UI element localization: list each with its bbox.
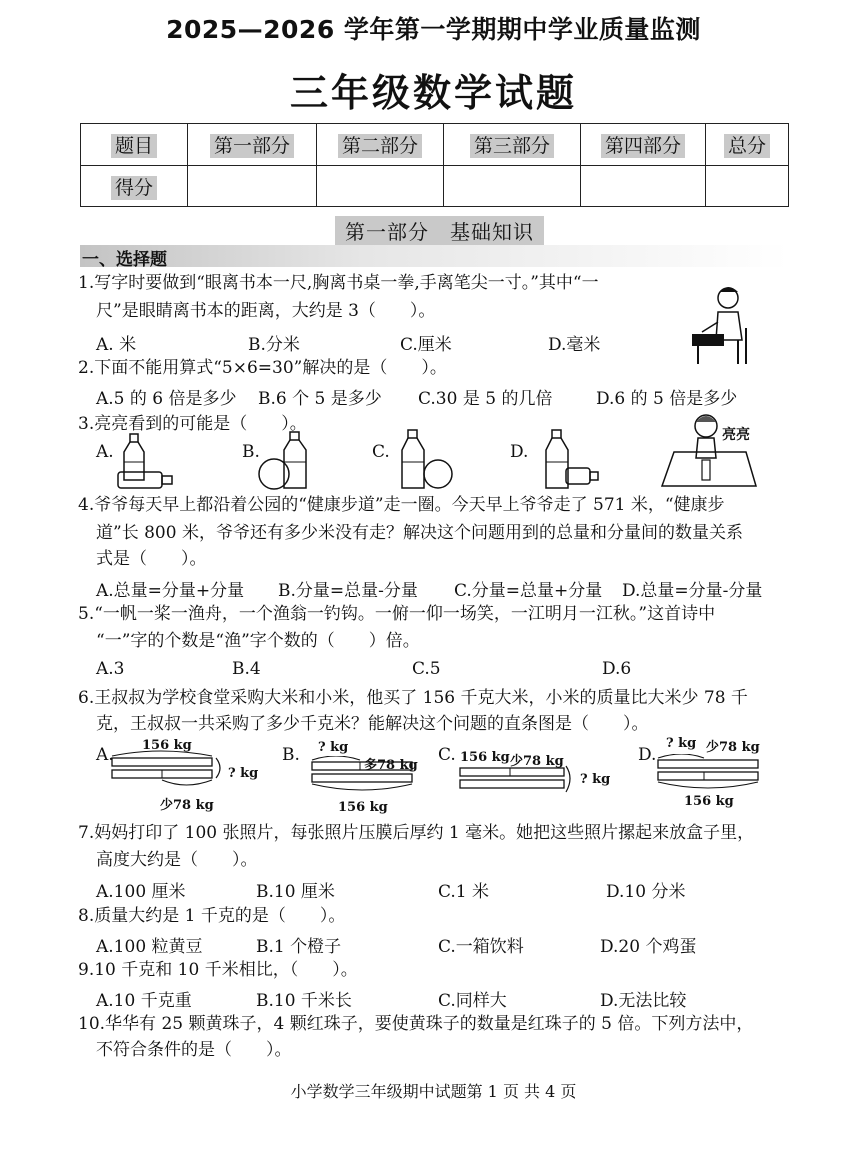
score-table-header-cell: 题目 (81, 124, 188, 166)
score-input-cell[interactable] (188, 166, 317, 207)
question-7-line-1: 7.妈妈打印了 100 张照片，每张照片压膜后厚约 1 毫米。她把这些照片摞起来放盒子里， (78, 823, 755, 843)
question-2-line-1: 2.下面不能用算式“5×6=30”解决的是（ ）。 (78, 358, 447, 378)
q3-option-b[interactable]: B. (242, 442, 260, 462)
page-footer: 小学数学三年级期中试题第 1 页 共 4 页 (290, 1082, 577, 1101)
q6b-label-156: 156 kg (338, 800, 388, 815)
liangliang-label: 亮亮 (722, 427, 750, 443)
q3-figure-c (398, 428, 456, 492)
question-7-line-2: 高度大约是（ ）。 (96, 850, 258, 870)
question-6-line-1: 6.王叔叔为学校食堂采购大米和小米，他买了 156 千克大米，小米的质量比大米少 78 千 (78, 688, 748, 708)
q6-option-c[interactable]: C. (438, 745, 456, 765)
score-input-cell[interactable] (317, 166, 444, 207)
q2-option-b[interactable]: B.6 个 5 是多少 (258, 389, 382, 409)
subsection-title: 一、选择题 (82, 250, 167, 270)
question-4-line-1: 4.爷爷每天早上都沿着公园的“健康步道”走一圈。今天早上爷爷走了 571 米，“健康步 (78, 495, 725, 515)
writing-child-illustration (688, 278, 758, 368)
q6c-label-q: ? kg (580, 772, 611, 787)
q6a-label-q: ? kg (228, 766, 259, 781)
q8-option-d[interactable]: D.20 个鸡蛋 (600, 937, 697, 957)
q7-option-a[interactable]: A.100 厘米 (96, 882, 186, 902)
q9-option-d[interactable]: D.无法比较 (600, 991, 687, 1011)
part-one-heading: 第一部分 基础知识 (335, 216, 544, 245)
q6-option-a[interactable]: A. (96, 745, 114, 765)
q6-option-d[interactable]: D. (638, 745, 657, 765)
q8-option-b[interactable]: B.1 个橙子 (256, 937, 342, 957)
q6a-label-less78: 少78 kg (160, 798, 214, 813)
q5-option-d[interactable]: D.6 (602, 659, 632, 679)
q8-option-c[interactable]: C.一箱饮料 (438, 937, 524, 957)
exam-header-title: 2025—2026 学年第一学期期中学业质量监测 (166, 15, 701, 44)
q5-option-c[interactable]: C.5 (412, 659, 441, 679)
q9-option-a[interactable]: A.10 千克重 (96, 991, 192, 1011)
q6a-label-156: 156 kg (142, 738, 192, 753)
score-table-header-cell: 第四部分 (581, 124, 706, 166)
subsection-bar (80, 245, 789, 270)
question-4-line-3: 式是（ ）。 (96, 549, 207, 569)
question-9-line-1: 9.10 千克和 10 千米相比，（ ）。 (78, 960, 358, 980)
q2-option-d[interactable]: D.6 的 5 倍是多少 (596, 389, 738, 409)
q3-figure-a (114, 432, 178, 492)
score-table (80, 123, 789, 207)
q6d-label-156: 156 kg (684, 794, 734, 809)
q6d-label-q: ? kg (666, 736, 697, 751)
question-5-line-1: 5.“一帆一桨一渔舟，一个渔翁一钓钩。一俯一仰一场笑，一江明月一江秋。”这首诗中 (78, 604, 716, 624)
q5-option-a[interactable]: A.3 (96, 659, 125, 679)
score-table-header-cell: 第一部分 (188, 124, 317, 166)
q8-option-a[interactable]: A.100 粒黄豆 (96, 937, 203, 957)
q7-option-b[interactable]: B.10 厘米 (256, 882, 335, 902)
q1-option-b[interactable]: B.分米 (248, 335, 300, 355)
question-10-line-2: 不符合条件的是（ ）。 (96, 1040, 292, 1060)
q6c-label-156: 156 kg (460, 750, 510, 765)
q7-option-c[interactable]: C.1 米 (438, 882, 490, 902)
q1-option-a[interactable]: A. 米 (96, 335, 137, 355)
q2-option-c[interactable]: C.30 是 5 的几倍 (418, 389, 553, 409)
score-table-header-cell: 第三部分 (444, 124, 581, 166)
q1-option-d[interactable]: D.毫米 (548, 335, 601, 355)
score-input-cell[interactable] (706, 166, 789, 207)
exam-subtitle: 三年级数学试题 (289, 71, 577, 115)
score-table-header-cell: 总分 (706, 124, 789, 166)
q7-option-d[interactable]: D.10 分米 (606, 882, 686, 902)
q3-option-c[interactable]: C. (372, 442, 390, 462)
q3-figure-b (258, 430, 316, 492)
question-6-line-2: 克，王叔叔一共采购了多少千克米？能解决这个问题的直条图是（ ）。 (96, 714, 649, 734)
q2-option-a[interactable]: A.5 的 6 倍是多少 (96, 389, 237, 409)
question-3-line-1: 3.亮亮看到的可能是（ ）。 (78, 414, 307, 434)
q4-option-b[interactable]: B.分量=总量-分量 (278, 581, 418, 601)
score-row-label: 得分 (81, 166, 188, 207)
q3-option-d[interactable]: D. (510, 442, 529, 462)
q6d-label-less78: 少78 kg (706, 740, 760, 755)
question-10-line-1: 10.华华有 25 颗黄珠子，4 颗红珠子，要使黄珠子的数量是红珠子的 5 倍。下列方法中， (78, 1014, 754, 1034)
q4-option-d[interactable]: D.总量=分量-分量 (622, 581, 763, 601)
q1-option-c[interactable]: C.厘米 (400, 335, 452, 355)
question-4-line-2: 道”长 800 米，爷爷还有多少米没有走？解决这个问题用到的总量和分量间的数量关系 (96, 523, 743, 543)
score-input-cell[interactable] (444, 166, 581, 207)
question-1-line-2: 尺”是眼睛离书本的距离，大约是 3（ ）。 (96, 301, 436, 321)
score-table-header-cell: 第二部分 (317, 124, 444, 166)
q6c-label-less78: 少78 kg (510, 754, 564, 769)
score-input-cell[interactable] (581, 166, 706, 207)
q4-option-c[interactable]: C.分量=总量+分量 (454, 581, 603, 601)
question-8-line-1: 8.质量大约是 1 千克的是（ ）。 (78, 906, 346, 926)
q9-option-c[interactable]: C.同样大 (438, 991, 507, 1011)
question-1-line-1: 1.写字时要做到“眼离书本一尺,胸离书桌一拳,手离笔尖一寸。”其中“一 (78, 273, 599, 293)
q3-figure-d (536, 428, 602, 492)
q6b-label-more78: 多78 kg (364, 758, 418, 773)
q9-option-b[interactable]: B.10 千米长 (256, 991, 352, 1011)
q6b-label-q: ? kg (318, 740, 349, 755)
q5-option-b[interactable]: B.4 (232, 659, 261, 679)
q3-option-a[interactable]: A. (96, 442, 114, 462)
q4-option-a[interactable]: A.总量=分量+分量 (96, 581, 245, 601)
question-5-line-2: “一”字的个数是“渔”字个数的（ ）倍。 (96, 631, 420, 651)
q6-option-b[interactable]: B. (282, 745, 300, 765)
